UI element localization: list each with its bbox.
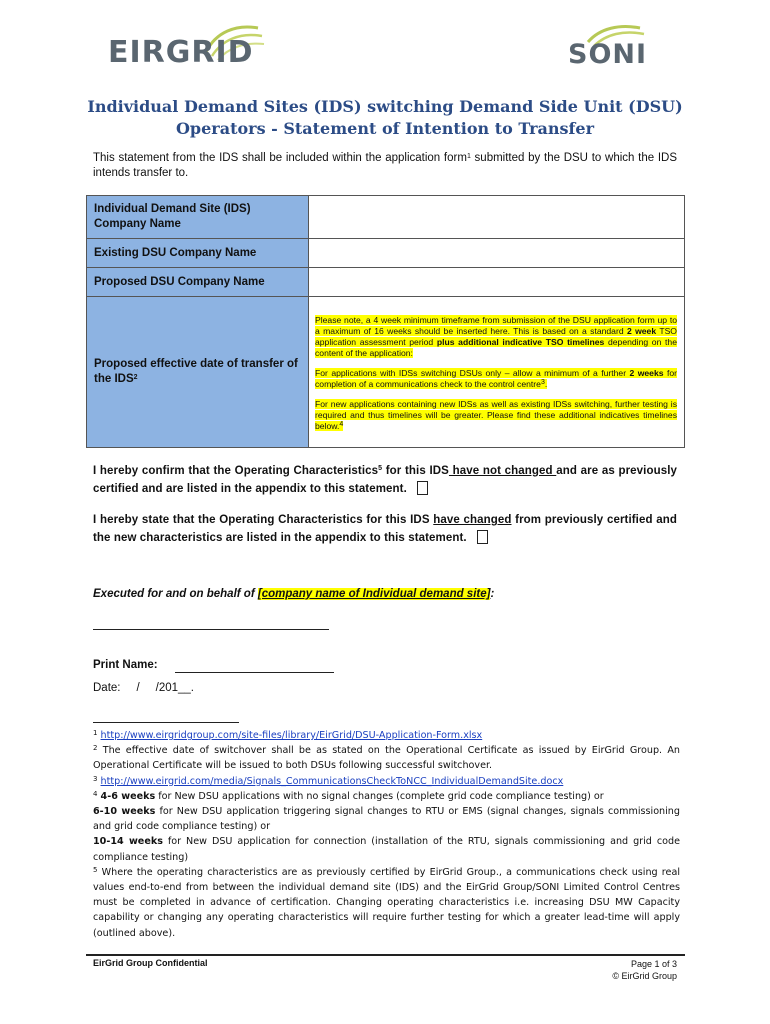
effective-date-label-text: Proposed effective date of transfer of the IDS <box>94 358 298 385</box>
footnote-bold: 10-14 weeks <box>93 836 163 848</box>
footer-confidential: EirGrid Group Confidential <box>93 958 208 968</box>
soni-logo <box>548 22 678 74</box>
eirgrid-wordmark: EIRGRID <box>108 35 254 70</box>
ids-company-field[interactable] <box>309 196 685 239</box>
footnote-text: for New DSU application for connection (installation of the RTU, signals commissioning and grid code compliance testing) <box>93 836 680 863</box>
exec-text: : <box>490 588 495 600</box>
intro-text: This statement from the IDS shall be included within the application form <box>93 152 467 164</box>
table-row <box>87 268 685 297</box>
not-changed-checkbox[interactable] <box>417 481 428 495</box>
eirgrid-logo <box>108 22 268 74</box>
table-row <box>87 196 685 239</box>
guidance-text: depending on the content of the application: <box>315 336 677 358</box>
footnotes <box>93 728 680 941</box>
footnote-separator <box>93 722 239 723</box>
document-title <box>60 96 710 140</box>
table-row <box>87 297 685 448</box>
confirm-underline: have not changed <box>448 465 557 477</box>
effective-date-label <box>87 297 309 448</box>
soni-wordmark: SONI <box>568 39 648 70</box>
date-field[interactable]: Date: / /201__. <box>93 682 195 694</box>
confirm-text: I hereby confirm that the Operating Characteristics <box>93 465 379 477</box>
effective-date-field[interactable] <box>309 297 685 448</box>
footnote-ref-1: 1 <box>466 153 471 160</box>
footnote-number: 5 <box>93 865 98 874</box>
application-form-link[interactable]: http://www.eirgridgroup.com/site-files/library/EirGrid/DSU-Application-Form.xlsx <box>100 730 483 741</box>
guidance-text: . <box>544 378 548 389</box>
footnote-number: 1 <box>93 729 98 737</box>
title-line-2: Operators - Statement of Intention to Transfer <box>175 119 595 138</box>
footer-separator <box>86 954 685 956</box>
guidance-text: Please note, a 4 week minimum timeframe from submission of the DSU application form up to a maximum of 16 weeks should be inserted here. This is based on a standard <box>315 314 677 336</box>
footnote-ref-5: 5 <box>378 465 383 472</box>
confirm-not-changed <box>93 462 677 498</box>
existing-dsu-label: Existing DSU Company Name <box>87 239 309 268</box>
footer-page-info <box>612 958 677 982</box>
footnote-bold: 4-6 weeks <box>100 790 156 802</box>
print-name-line[interactable] <box>175 672 334 673</box>
confirm-text: from previously certified and the new characteristics are listed in the appendix to this statement. <box>93 514 677 544</box>
footnote-ref-2: 2 <box>133 374 138 381</box>
guidance-paragraph-2 <box>315 368 677 390</box>
guidance-bold: plus additional indicative TSO timelines <box>436 336 605 347</box>
print-name <box>93 659 158 671</box>
footnote-3 <box>93 774 680 789</box>
proposed-dsu-label: Proposed DSU Company Name <box>87 268 309 297</box>
guidance-paragraph-3 <box>315 399 677 432</box>
guidance-text: for completion of a communications check to the control centre <box>315 367 677 389</box>
footnote-4 <box>93 789 680 804</box>
footnote-bold: 6-10 weeks <box>93 806 156 818</box>
print-name-label: Print Name: <box>93 659 158 671</box>
footnote-4b <box>93 804 680 834</box>
footnote-2 <box>93 743 680 773</box>
guidance-bold: 2 weeks <box>629 367 664 378</box>
guidance-paragraph-1 <box>315 315 677 359</box>
confirm-text: for this IDS <box>382 465 449 477</box>
page-number: Page 1 of 3 <box>630 959 677 969</box>
footnote-text: Where the operating characteristics are as previously certified by EirGrid Group., a communications check using real values end-to-end from between the individual demand site (IDS) and the EirGrid Group/SONI Limited Control Centres must be completed in advance of certification. Changing operating characteristics i.e. increasing DSU MW Capacity capability or changing any operating characteristics will require further testing for which a greater lead-time will apply (outlined above). <box>93 866 680 939</box>
exec-text: Executed for and on behalf of <box>93 588 258 600</box>
footnote-5 <box>93 865 680 941</box>
footnote-text: for New DSU applications with no signal changes (complete grid code compliance testing) or <box>155 790 604 802</box>
effective-date-guidance <box>309 302 684 443</box>
footnote-4c <box>93 834 680 864</box>
footnote-1 <box>93 728 680 743</box>
table-row <box>87 239 685 268</box>
footnote-number: 2 <box>93 744 98 753</box>
changed-checkbox[interactable] <box>477 530 488 544</box>
confirm-changed <box>93 511 677 547</box>
confirm-text: and are as previously certified and are listed in the appendix to this statement. <box>93 465 677 495</box>
guidance-text: For applications with IDSs switching DSUs only – allow a minimum of a further <box>315 367 630 378</box>
intro-text-end: submitted by the DSU to which the IDS intends transfer to. <box>93 152 678 179</box>
signature-line[interactable] <box>93 629 329 630</box>
guidance-text: TSO application assessment period <box>315 325 677 347</box>
ids-company-label: Individual Demand Site (IDS) Company Name <box>87 196 309 239</box>
guidance-text: For new applications containing new IDSs as well as existing IDSs switching, further testing is required and thus timelines will be greater. Please find these additional indicatives timelines below. <box>315 398 677 431</box>
footnote-number: 4 <box>93 789 98 798</box>
footnote-ref-3: 3 <box>540 378 545 386</box>
intro-paragraph <box>93 151 677 181</box>
executed-on-behalf <box>93 588 494 600</box>
guidance-bold: 2 week <box>626 325 657 336</box>
footnote-ref-4: 4 <box>339 420 344 428</box>
existing-dsu-field[interactable] <box>309 239 685 268</box>
copyright: © EirGrid Group <box>612 971 677 981</box>
footnote-text: The effective date of switchover shall be as stated on the Operational Certificate as issued by EirGrid Group. An Operational Certificate will be issued to both DSUs following successful switchover. <box>93 745 680 772</box>
title-line-1: Individual Demand Sites (IDS) switching Demand Side Unit (DSU) <box>87 97 683 116</box>
proposed-dsu-field[interactable] <box>309 268 685 297</box>
footnote-number: 3 <box>93 774 98 783</box>
confirm-underline: have changed <box>433 514 512 526</box>
footnote-text: for New DSU application triggering signal changes to RTU or EMS (signal changes, signals commissioning and grid code compliance testing) or <box>93 806 680 833</box>
transfer-form-table <box>86 195 685 448</box>
communications-check-link[interactable]: http://www.eirgrid.com/media/Signals_CommunicationsCheckToNCC_IndividualDemandSite.docx <box>100 775 564 787</box>
confirm-text: I hereby state that the Operating Characteristics for this IDS <box>93 514 434 526</box>
exec-placeholder: [company name of Individual demand site] <box>257 588 491 600</box>
